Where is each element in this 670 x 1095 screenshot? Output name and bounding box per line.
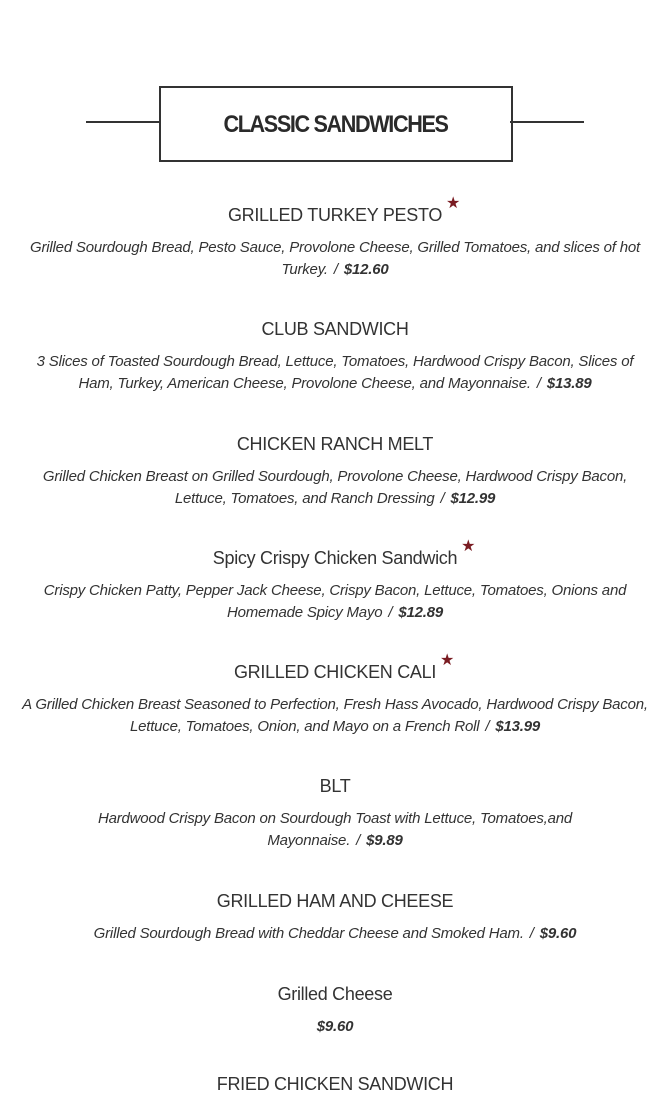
item-name-text: FRIED CHICKEN SANDWICH bbox=[216, 1074, 454, 1094]
item-description bbox=[20, 466, 650, 510]
item-price: $12.89 bbox=[398, 604, 444, 621]
item-description-text: Grilled Sourdough Bread, Pesto Sauce, Provolone Cheese, Grilled Tomatoes, and slices of hot Turkey. bbox=[30, 239, 640, 278]
item-description bbox=[20, 580, 650, 624]
menu-item bbox=[20, 1073, 650, 1095]
item-description-text: Grilled Chicken Breast on Grilled Sourdough, Provolone Cheese, Hardwood Crispy Bacon, Lettuce, Tomatoes, and Ranch Dressing bbox=[42, 468, 628, 507]
price-separator: / bbox=[529, 925, 534, 942]
header-rule-left bbox=[86, 121, 160, 123]
item-name-text: CLUB SANDWICH bbox=[261, 319, 409, 339]
item-name bbox=[233, 652, 455, 683]
menu-item bbox=[20, 890, 650, 945]
menu-item bbox=[20, 775, 650, 852]
item-name bbox=[227, 195, 461, 226]
item-name-text: Spicy Crispy Chicken Sandwich bbox=[212, 548, 458, 568]
price-separator: / bbox=[536, 375, 541, 392]
item-name bbox=[320, 775, 351, 797]
item-description bbox=[20, 694, 650, 738]
item-name-text: GRILLED HAM AND CHEESE bbox=[216, 891, 454, 911]
menu-item bbox=[20, 195, 650, 281]
menu-item bbox=[20, 433, 650, 510]
item-description bbox=[20, 1016, 650, 1038]
item-name-text: GRILLED CHICKEN CALI bbox=[233, 662, 437, 682]
item-price: $9.60 bbox=[539, 925, 577, 942]
menu-item bbox=[20, 538, 650, 624]
item-description-text: Hardwood Crispy Bacon on Sourdough Toast with Lettuce, Tomatoes,and Mayonnaise. bbox=[97, 810, 573, 849]
price-separator: / bbox=[388, 604, 393, 621]
item-name bbox=[261, 318, 408, 340]
item-price: $9.60 bbox=[316, 1018, 354, 1035]
item-description bbox=[20, 351, 650, 395]
item-price: $13.89 bbox=[546, 375, 592, 392]
item-name bbox=[212, 538, 476, 569]
header-rule-right bbox=[510, 121, 584, 123]
section-title: CLASSIC SANDWICHES bbox=[223, 111, 449, 138]
section-title-box bbox=[159, 86, 513, 162]
item-description bbox=[20, 808, 650, 852]
item-price: $13.99 bbox=[495, 718, 541, 735]
item-price: $12.99 bbox=[450, 490, 496, 507]
price-separator: / bbox=[440, 490, 445, 507]
item-description-text: 3 Slices of Toasted Sourdough Bread, Lettuce, Tomatoes, Hardwood Crispy Bacon, Slices of Ham, Turkey, American Cheese, Provolone Cheese, and Mayonnaise. bbox=[36, 353, 634, 392]
item-name bbox=[278, 983, 393, 1005]
item-price: $12.60 bbox=[343, 261, 389, 278]
star-icon: ★ bbox=[446, 195, 461, 212]
section-header bbox=[86, 86, 584, 160]
price-separator: / bbox=[333, 261, 338, 278]
item-description-text: A Grilled Chicken Breast Seasoned to Perfection, Fresh Hass Avocado, Hardwood Crispy Bacon, Lettuce, Tomatoes, Onion, and Mayo on a French Roll bbox=[22, 696, 648, 735]
item-description bbox=[20, 923, 650, 945]
item-price: $9.89 bbox=[366, 832, 403, 849]
price-separator: / bbox=[485, 718, 490, 735]
item-name bbox=[237, 433, 433, 455]
item-name-text: BLT bbox=[319, 776, 351, 796]
item-description bbox=[20, 237, 650, 281]
star-icon: ★ bbox=[439, 652, 455, 669]
item-name bbox=[217, 890, 453, 912]
menu-item bbox=[20, 652, 650, 738]
menu-item bbox=[20, 983, 650, 1038]
item-name-text: GRILLED TURKEY PESTO bbox=[227, 205, 443, 225]
item-name bbox=[217, 1073, 453, 1095]
item-name-text: CHICKEN RANCH MELT bbox=[236, 434, 434, 454]
item-description-text: Grilled Sourdough Bread with Cheddar Cheese and Smoked Ham. bbox=[93, 925, 524, 942]
item-name-text: Grilled Cheese bbox=[277, 984, 393, 1004]
price-separator: / bbox=[356, 832, 361, 849]
menu-item bbox=[20, 318, 650, 395]
item-description-text: Crispy Chicken Patty, Pepper Jack Cheese, Crispy Bacon, Lettuce, Tomatoes, Onions and Homemade Spicy Mayo bbox=[43, 582, 627, 621]
star-icon: ★ bbox=[461, 538, 476, 555]
